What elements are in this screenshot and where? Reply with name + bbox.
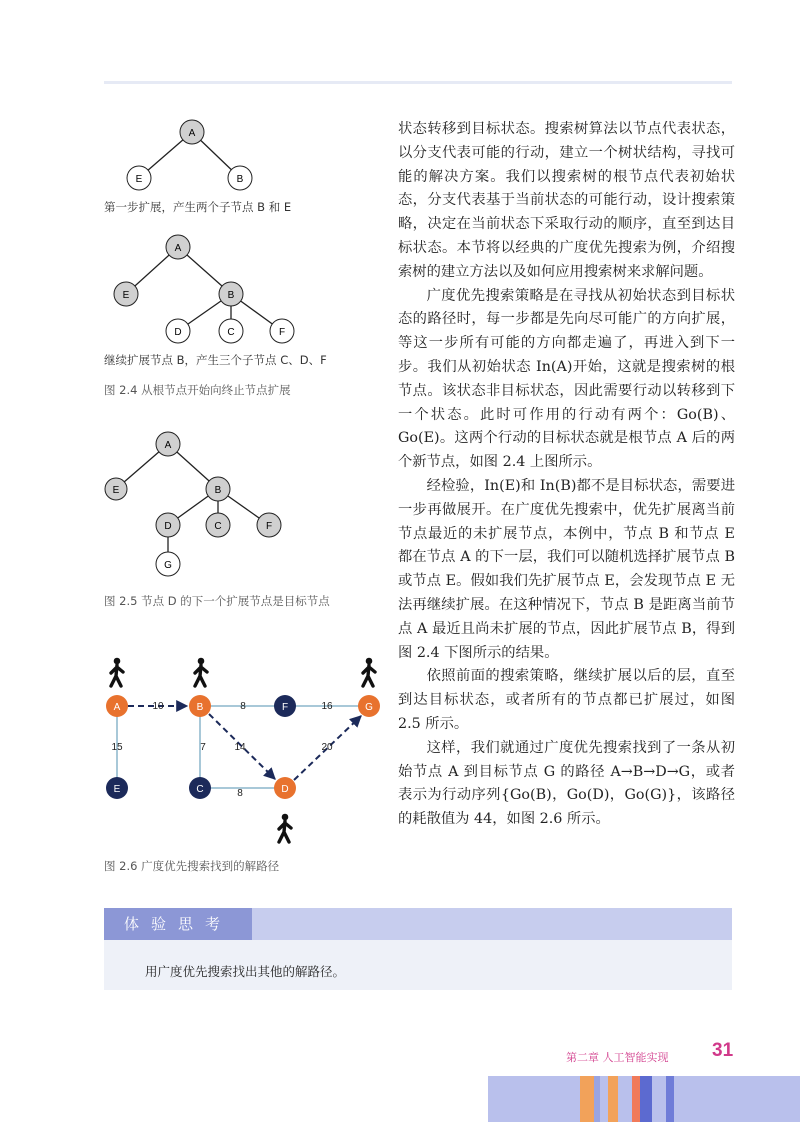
node-d xyxy=(166,319,190,343)
svg-text:B: B xyxy=(236,174,244,185)
paragraph-5: 这样，我们就通过广度优先搜索找到了一条从初始节点 A 到目标节点 G 的路径 A→B→D→G，或者表示为行动序列{Go(B)，Go(D)，Go(G)}，该路径的耗散值为 44，如图 2.6 所示。 xyxy=(398,739,735,828)
walker-icon xyxy=(279,814,291,842)
svg-text:F: F xyxy=(265,521,273,532)
weight-a-e: 15 xyxy=(111,742,123,753)
node-b xyxy=(228,166,252,190)
node-b xyxy=(206,477,230,501)
svg-text:A: A xyxy=(164,440,172,451)
svg-text:C: C xyxy=(227,327,235,338)
paragraph-1: 状态转移到目标状态。搜索树算法以节点代表状态，以分支代表可能的行动，建立一个树状结构，寻找可能的解决方案。我们以搜索树的根节点代表初始状态，分支代表基于当前状态的可能行动，设计搜索策略，决定在当前状态下采取行动的顺序，直至到达目标状态。本节将以经典的广度优先搜索为例，介绍搜索树的建立方法以及如何应用搜索树来求解问题。 xyxy=(398,121,735,280)
figure-2-4-caption: 图 2.4 从根节点开始向终止节点扩展 xyxy=(104,383,291,397)
footer-chapter: 第二章 人工智能实现 xyxy=(566,1051,669,1064)
walker-icon xyxy=(111,658,123,686)
svg-text:F: F xyxy=(281,702,289,713)
weight-b-c: 7 xyxy=(200,742,206,753)
node-a xyxy=(166,235,190,259)
paragraph-2: 广度优先搜索策略是在寻找从初始状态到目标状态的路径时，每一步都是先向尽可能广的方向扩展，等这一步所有可能的方向都走遍了，再进入到下一步。我们从初始状态 In(A)开始，这就是搜索树的根节点。该状态非目标状态，因此需要行动以转移到下一个状态。此时可作用的行动有两个：Go(B)、Go(E)。这两个行动的目标状态就是根节点 A 后的两个新节点，如图 2.4 上图所示。 xyxy=(398,287,735,471)
figure-4-path-graph xyxy=(95,650,395,850)
svg-text:C: C xyxy=(196,784,204,795)
walker-icon xyxy=(195,658,207,686)
node-a xyxy=(156,432,180,456)
svg-text:E: E xyxy=(122,290,130,301)
figure-2-5-caption: 图 2.5 节点 D 的下一个扩展节点是目标节点 xyxy=(104,594,330,608)
figure-2-step-caption: 继续扩展节点 B，产生三个子节点 C、D、F xyxy=(104,353,327,367)
thinking-title: 体验思考 xyxy=(104,908,252,940)
node-f xyxy=(270,319,294,343)
weight-b-d: 14 xyxy=(234,742,246,753)
node-d xyxy=(156,513,180,537)
figure-3-tree xyxy=(104,428,294,583)
svg-text:A: A xyxy=(174,243,182,254)
svg-text:D: D xyxy=(164,521,172,532)
figure-2-tree xyxy=(104,228,324,353)
node-c xyxy=(206,513,230,537)
body-text xyxy=(398,118,735,832)
svg-text:C: C xyxy=(214,521,222,532)
walker-icon xyxy=(363,658,375,686)
node-c xyxy=(189,777,211,799)
figure-1-step-caption: 第一步扩展，产生两个子节点 B 和 E xyxy=(104,200,292,214)
node-f xyxy=(257,513,281,537)
node-g xyxy=(156,552,180,576)
node-e xyxy=(127,166,151,190)
node-c xyxy=(219,319,243,343)
svg-text:F: F xyxy=(278,327,286,338)
svg-text:B: B xyxy=(214,485,222,496)
figure-2-6-caption: 图 2.6 广度优先搜索找到的解路径 xyxy=(104,859,280,873)
node-g xyxy=(358,695,380,717)
svg-text:E: E xyxy=(113,784,121,795)
node-e xyxy=(105,478,127,500)
weight-f-g: 16 xyxy=(321,701,333,712)
node-f xyxy=(274,695,296,717)
svg-text:E: E xyxy=(135,174,143,185)
paragraph-3: 经检验，In(E)和 In(B)都不是目标状态，需要进一步再做展开。在广度优先搜索中，优先扩展离当前节点最近的未扩展节点，本例中，节点 B 和节点 E 都在节点 A 的下一层，我们可以随机选择扩展节点 B 或节点 E。假如我们先扩展节点 E，会发现节点 E 无法再继续扩展。在这种情况下，节点 B 是距离当前节点 A 最近且尚未扩展的节点，因此扩展节点 B，得到图 2.4 下图所示的结果。 xyxy=(398,477,735,661)
svg-text:D: D xyxy=(174,327,182,338)
node-a xyxy=(180,120,204,144)
footer-color-band xyxy=(488,1076,800,1122)
node-a xyxy=(106,695,128,717)
svg-text:A: A xyxy=(113,702,121,713)
node-b xyxy=(189,695,211,717)
svg-text:G: G xyxy=(365,702,373,713)
thinking-prompt: 用广度优先搜索找出其他的解路径。 xyxy=(145,964,346,979)
svg-text:B: B xyxy=(196,702,204,713)
svg-text:B: B xyxy=(227,290,235,301)
weight-b-f: 8 xyxy=(240,701,246,712)
svg-text:A: A xyxy=(188,128,196,139)
paragraph-4: 依照前面的搜索策略，继续扩展以后的层，直至到达目标状态，或者所有的节点都已扩展过，如图 2.5 所示。 xyxy=(398,668,735,732)
weight-d-g: 20 xyxy=(321,742,333,753)
svg-text:E: E xyxy=(112,485,120,496)
weight-c-d: 8 xyxy=(237,788,243,799)
node-b xyxy=(219,282,243,306)
header-rule xyxy=(104,81,732,84)
svg-text:D: D xyxy=(281,784,289,795)
node-e xyxy=(106,777,128,799)
page-number: 31 xyxy=(712,1040,734,1061)
svg-text:G: G xyxy=(164,560,172,571)
weight-a-b: 10 xyxy=(152,701,164,712)
figure-1-tree xyxy=(104,110,304,200)
node-e xyxy=(114,282,138,306)
node-d xyxy=(274,777,296,799)
